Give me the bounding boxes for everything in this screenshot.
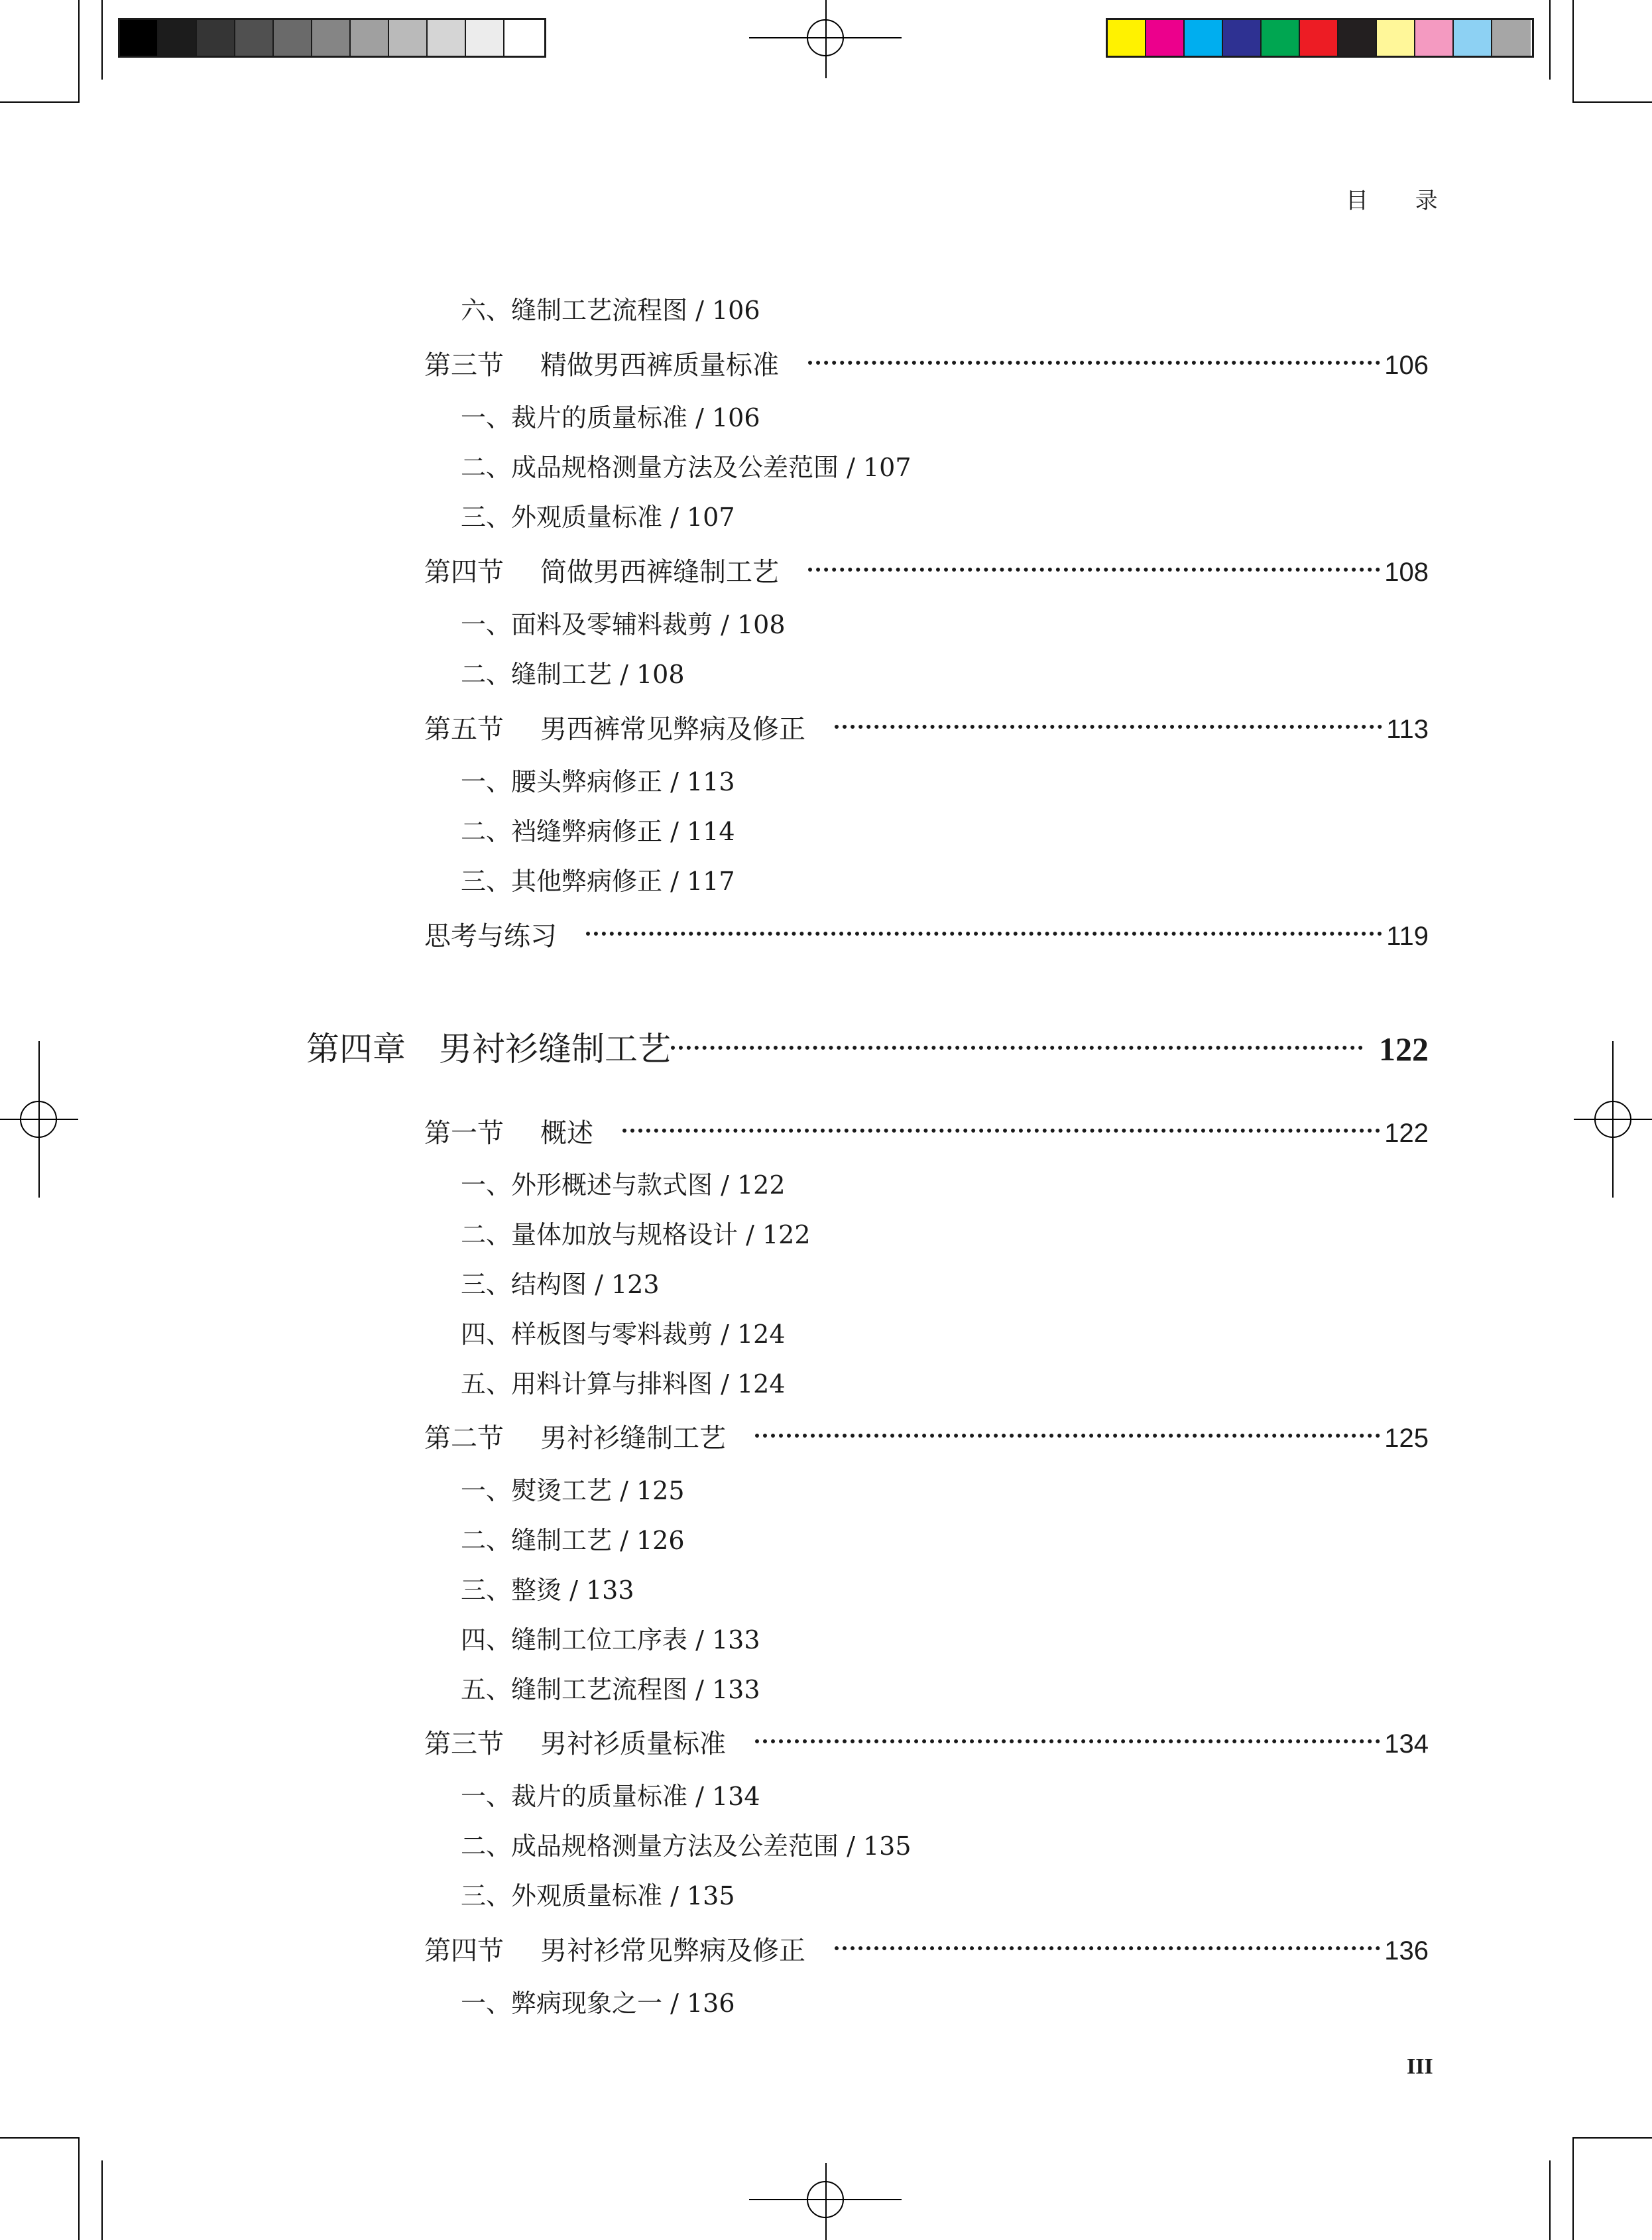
toc-item: 三、外观质量标准 / 107 [461, 503, 735, 532]
dot-leader [835, 725, 1382, 729]
color-swatch [1300, 20, 1338, 56]
toc-item: 一、面料及零辅料裁剪 / 108 [461, 610, 786, 639]
toc-item: 一、裁片的质量标准 / 106 [461, 403, 760, 432]
toc-section-title: 男衬衫质量标准 [540, 1729, 726, 1759]
toc-section-title: 男西裤常见弊病及修正 [540, 714, 805, 745]
toc-section-page: 122 [1384, 1119, 1429, 1148]
toc-section-row [424, 712, 1429, 747]
color-swatch [1262, 20, 1300, 56]
toc-section-label: 第五节 [424, 714, 504, 745]
toc-item: 二、成品规格测量方法及公差范围 / 135 [461, 1832, 912, 1861]
toc-item: 六、缝制工艺流程图 / 106 [461, 296, 760, 325]
toc-item: 五、用料计算与排料图 / 124 [461, 1369, 786, 1399]
dot-leader [835, 1946, 1380, 1950]
dot-leader [586, 932, 1382, 936]
color-swatch [158, 20, 197, 56]
color-swatch [504, 20, 543, 56]
toc-item: 二、裆缝弊病修正 / 114 [461, 817, 735, 846]
toc-section-row [424, 347, 1429, 383]
toc-item: 一、裁片的质量标准 / 134 [461, 1782, 760, 1811]
dot-leader [808, 568, 1380, 572]
toc-chapter-row [306, 1028, 1429, 1070]
dot-leader [755, 1739, 1380, 1743]
toc-section-label: 第一节 [424, 1118, 504, 1149]
toc-item: 五、缝制工艺流程图 / 133 [461, 1675, 760, 1704]
toc-item: 四、样板图与零料裁剪 / 124 [461, 1320, 786, 1349]
toc-section-page: 136 [1384, 1936, 1429, 1965]
toc-section-label: 第二节 [424, 1423, 504, 1454]
toc-section-row [424, 1115, 1429, 1151]
toc-section-page: 113 [1386, 715, 1429, 744]
toc-item: 二、缝制工艺 / 126 [461, 1526, 685, 1555]
color-swatch [197, 20, 235, 56]
toc-item: 一、腰头弊病修正 / 113 [461, 767, 735, 796]
color-swatch [428, 20, 466, 56]
toc-item: 一、外形概述与款式图 / 122 [461, 1170, 786, 1200]
toc-chapter-page: 122 [1379, 1030, 1429, 1068]
color-swatch [1338, 20, 1377, 56]
toc-chapter-label: 第四章 [306, 1030, 406, 1068]
toc-section-page: 134 [1384, 1729, 1429, 1759]
color-swatch [1146, 20, 1185, 56]
color-swatch [1108, 20, 1146, 56]
color-swatch [1454, 20, 1492, 56]
color-swatch [1415, 20, 1454, 56]
color-swatch [389, 20, 428, 56]
color-swatch [1185, 20, 1223, 56]
toc-section-page: 119 [1386, 922, 1429, 951]
dot-leader [808, 361, 1380, 365]
toc-item: 一、熨烫工艺 / 125 [461, 1476, 685, 1505]
color-swatch [351, 20, 389, 56]
toc-section-label: 第三节 [424, 350, 504, 381]
toc-section-label: 第四节 [424, 1936, 504, 1966]
toc-item: 一、弊病现象之一 / 136 [461, 1989, 735, 2018]
toc-item: 三、结构图 / 123 [461, 1270, 660, 1299]
color-swatch [466, 20, 504, 56]
toc-section-page: 106 [1384, 351, 1429, 380]
toc-section-row [424, 1726, 1429, 1762]
toc-section-title: 精做男西裤质量标准 [540, 350, 779, 381]
toc-section-title: 男衬衫缝制工艺 [540, 1423, 726, 1454]
color-swatch [120, 20, 158, 56]
toc-section-label: 第四节 [424, 557, 504, 588]
color-swatch [1492, 20, 1531, 56]
dot-leader [671, 1046, 1363, 1050]
toc-section-page: 125 [1384, 1424, 1429, 1453]
running-header-title: 目 录 [1346, 188, 1458, 214]
color-swatch [312, 20, 351, 56]
toc-item: 三、整烫 / 133 [461, 1576, 634, 1605]
color-swatch [1377, 20, 1415, 56]
toc-item: 三、其他弊病修正 / 117 [461, 867, 735, 896]
color-swatch [235, 20, 274, 56]
toc-section-title: 概述 [540, 1118, 593, 1149]
toc-section-title: 简做男西裤缝制工艺 [540, 557, 779, 588]
toc-section-title: 思考与练习 [424, 921, 557, 952]
toc-section-label: 第三节 [424, 1729, 504, 1759]
dot-leader [622, 1129, 1380, 1133]
toc-item: 四、缝制工位工序表 / 133 [461, 1625, 760, 1654]
toc-chapter-title: 男衬衫缝制工艺 [439, 1030, 671, 1068]
dot-leader [755, 1434, 1380, 1438]
color-swatch [274, 20, 312, 56]
toc-section-row [424, 1420, 1429, 1456]
toc-section-row [424, 918, 1429, 954]
process-color-bar [1106, 18, 1534, 58]
toc-item: 三、外观质量标准 / 135 [461, 1881, 735, 1910]
toc-section-row [424, 554, 1429, 590]
toc-section-title: 男衬衫常见弊病及修正 [540, 1936, 805, 1966]
color-swatch [1223, 20, 1262, 56]
toc-item: 二、成品规格测量方法及公差范围 / 107 [461, 453, 912, 482]
toc-section-row [424, 1933, 1429, 1969]
grayscale-color-bar [118, 18, 546, 58]
page-number: III [1407, 2054, 1433, 2079]
toc-item: 二、量体加放与规格设计 / 122 [461, 1220, 811, 1249]
toc-item: 二、缝制工艺 / 108 [461, 660, 685, 689]
toc-section-page: 108 [1384, 558, 1429, 587]
